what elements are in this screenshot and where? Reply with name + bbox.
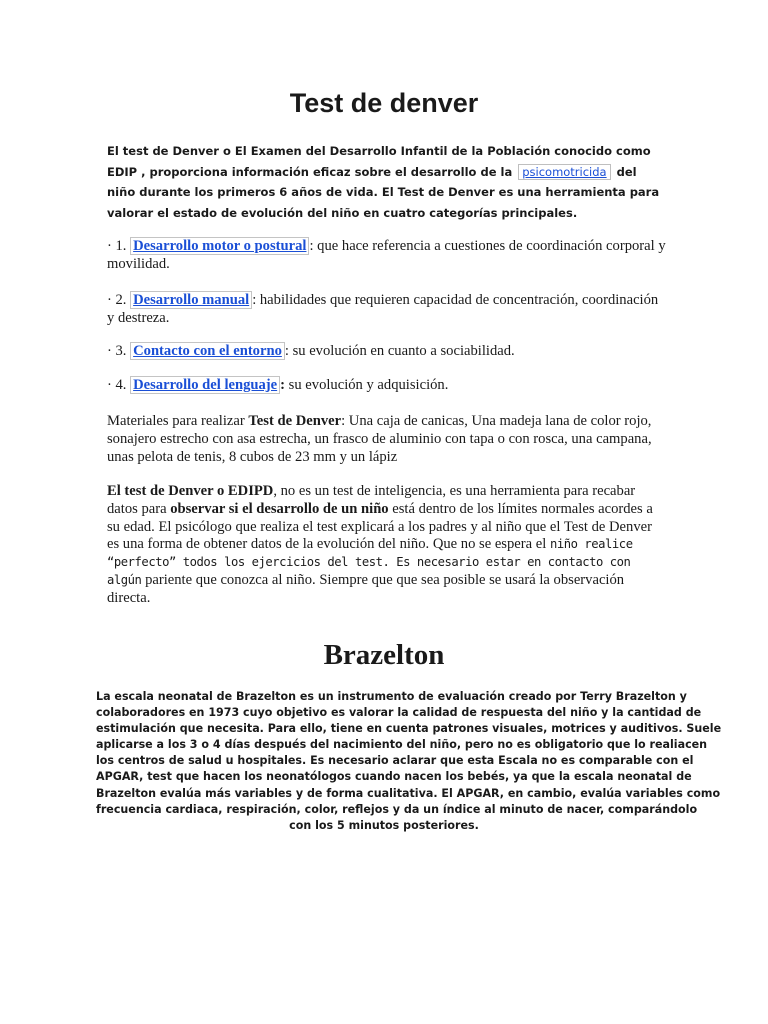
materials-lead: Materiales para realizar bbox=[107, 413, 249, 429]
contacto-entorno-link[interactable]: Contacto con el entorno bbox=[130, 342, 285, 360]
materials-text: : Una caja de canicas, Una madeja lana de color rojo, sonajero estrecho con asa estrecha, un frasco de aluminio con tapa o con rosca, una campana, unas pelota de tenis, 8 cubos de 23 mm y un lápiz bbox=[107, 413, 652, 465]
materials-bold: Test de Denver bbox=[248, 413, 342, 429]
brazelton-line: APGAR, test que hacen los neonatólogos cuando nacen los bebés, ya que la escala neonatal de bbox=[96, 770, 692, 784]
list-item-text: : su evolución en cuanto a sociabilidad. bbox=[284, 343, 515, 359]
desarrollo-motor-link[interactable]: Desarrollo motor o postural bbox=[130, 237, 309, 255]
brazelton-line: estimulación que necesita. Para ello, tiene en cuenta patrones visuales, motrices y auditivos. Suele bbox=[96, 722, 722, 736]
list-item-prefix: · 4. bbox=[107, 377, 131, 393]
list-item-colon: : bbox=[280, 377, 286, 393]
psicomotricidad-link[interactable]: psicomotricida bbox=[518, 164, 610, 180]
edipd-mono-text: niño realice “perfecto” todos los ejercicios del test. Es necesario estar en contacto con algún bbox=[107, 537, 633, 587]
desarrollo-manual-link[interactable]: Desarrollo manual bbox=[130, 291, 252, 309]
intro-text-end: del niño durante los primeros 6 años de vida. El Test de Denver es una herramienta para valorar el estado de evolución del niño en cuatro categorías principales. bbox=[107, 164, 660, 220]
section-title-brazelton: Brazelton bbox=[323, 639, 445, 671]
brazelton-line: con los 5 minutos posteriores. bbox=[289, 818, 479, 832]
list-item bbox=[107, 377, 667, 395]
list-item bbox=[107, 343, 667, 361]
brazelton-paragraph bbox=[96, 689, 722, 834]
intro-text: El test de Denver o El Examen del Desarrollo Infantil de la Población conocido como EDIP , proporciona información eficaz sobre el desarrollo de la bbox=[107, 144, 651, 179]
list-item bbox=[107, 238, 667, 274]
edipd-paragraph bbox=[107, 483, 667, 608]
edipd-bold-1: El test de Denver o EDIPD bbox=[107, 483, 274, 499]
brazelton-line: Brazelton evalúa más variables y de forma cualitativa. El APGAR, en cambio, evalúa variables como bbox=[96, 786, 721, 800]
list-item-prefix: · 2. bbox=[107, 292, 131, 308]
brazelton-line: La escala neonatal de Brazelton es un instrumento de evaluación creado por Terry Brazelton y bbox=[96, 690, 687, 703]
list-item-text: : habilidades que requieren capacidad de concentración, coordinación y destreza. bbox=[107, 292, 659, 326]
brazelton-line: aplicarse a los 3 o 4 días después del nacimiento del niño, pero no es obligatorio que lo realiacen bbox=[96, 738, 708, 752]
list-item bbox=[107, 292, 667, 328]
list-item-prefix: · 1. bbox=[107, 238, 131, 254]
edipd-text-2: está dentro de los límites normales acordes a su edad. El psicólogo que realiza el test explicará a los padres y al niño que el Test de Denver es una forma de obtener datos de la evolución del niño. Que no se espera el bbox=[107, 500, 653, 553]
page-title: Test de denver bbox=[289, 88, 479, 118]
brazelton-line: colaboradores en 1973 cuyo objetivo es valorar la calidad de respuesta del niño y la cantidad de bbox=[96, 706, 702, 720]
edipd-text-1: , no es un test de inteligencia, es una herramienta para recabar datos para bbox=[107, 483, 636, 517]
materials-paragraph bbox=[107, 413, 667, 466]
desarrollo-lenguaje-link[interactable]: Desarrollo del lenguaje bbox=[130, 376, 280, 394]
brazelton-line: frecuencia cardiaca, respiración, color, reflejos y da un índice al minuto de nacer, comparándolo bbox=[96, 802, 698, 816]
list-item-text: su evolución y adquisición. bbox=[285, 377, 449, 393]
edipd-text-3: pariente que conozca al niño. Siempre que que sea posible se usará la observación directa. bbox=[107, 571, 625, 606]
edipd-bold-2: observar si el desarrollo de un niño bbox=[170, 500, 389, 517]
brazelton-line: los centros de salud u hospitales. Es necesario aclarar que esta Escala no es comparable con el bbox=[96, 754, 694, 768]
list-item-text: : que hace referencia a cuestiones de coordinación corporal y movilidad. bbox=[107, 238, 666, 272]
intro-paragraph bbox=[107, 141, 667, 223]
list-item-prefix: · 3. bbox=[107, 343, 131, 359]
